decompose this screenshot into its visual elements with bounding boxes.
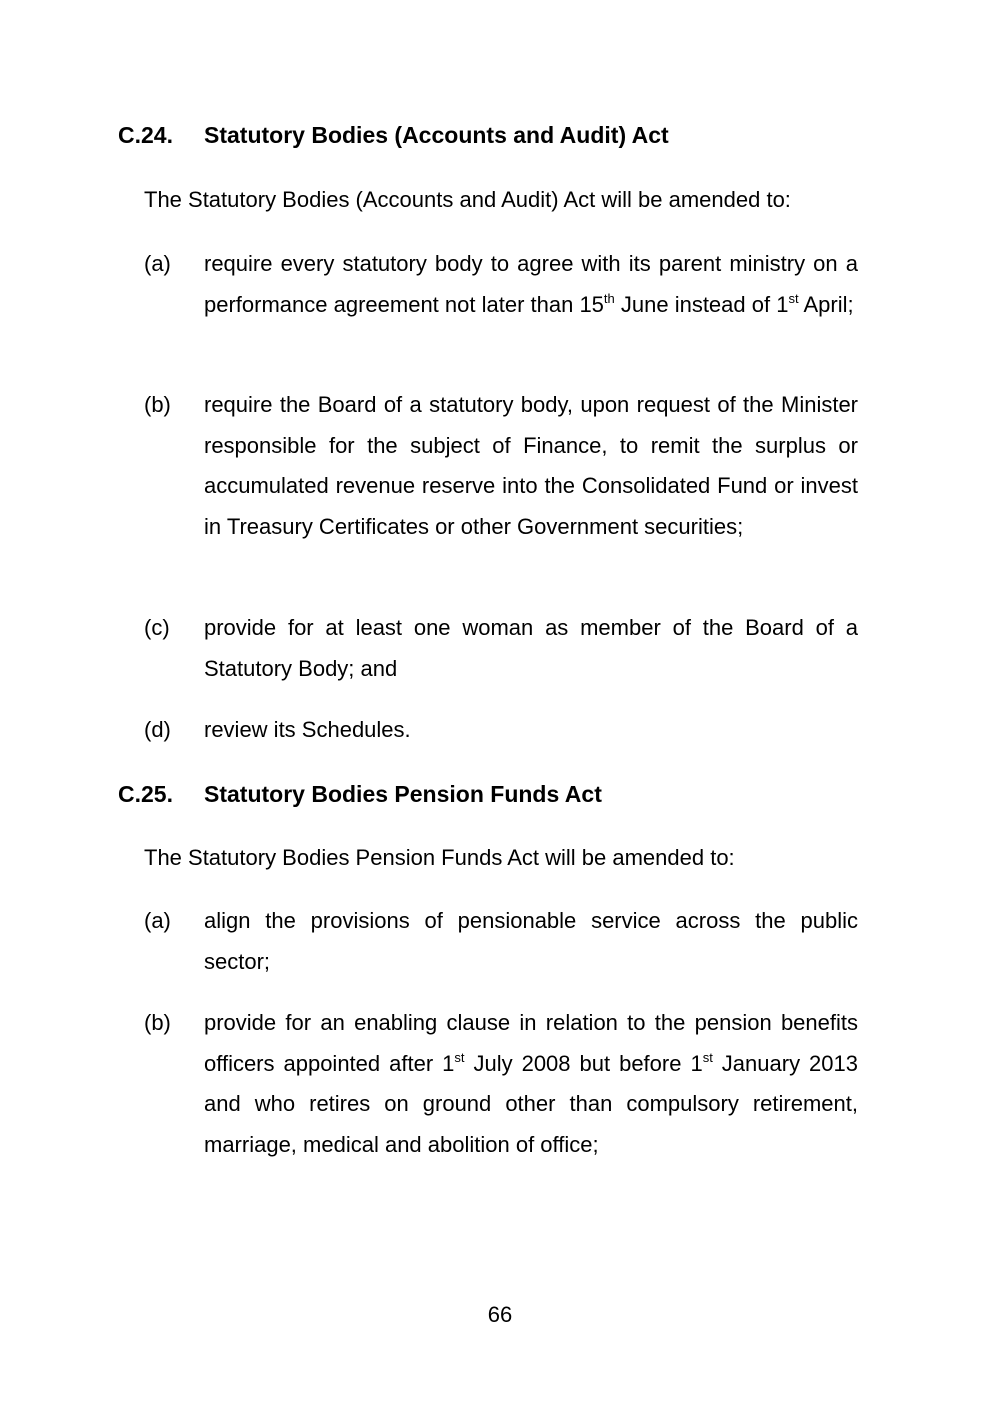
list-item (144, 901, 858, 982)
superscript: st (702, 1049, 713, 1065)
list-item-text: require the Board of a statutory body, upon request of the Minister responsible for the subject of Finance, to remit the surplus or accumulated revenue reserve into the Consolidated Fund or invest in Treasury Certificates or other Government securities; (204, 392, 858, 539)
section-number: C.24. (118, 122, 173, 148)
section-number: C.25. (118, 781, 173, 807)
list-item-text: align the provisions of pensionable service across the public sector; (204, 908, 858, 974)
list-item-text (204, 244, 858, 325)
section-title: Statutory Bodies Pension Funds Act (204, 781, 602, 807)
list-item-text: provide for at least one woman as member of the Board of a Statutory Body; and (204, 615, 858, 681)
list-item-label: (b) (144, 1010, 171, 1035)
text-run: July 2008 but before 1 (464, 1050, 703, 1076)
list-item-label: (d) (144, 717, 171, 742)
section-intro: The Statutory Bodies Pension Funds Act will be amended to: (144, 845, 735, 870)
list-item (144, 1003, 858, 1165)
list-item-text: review its Schedules. (204, 717, 411, 742)
text-run: require every statutory body to agree with its parent ministry on a performance agreement not later than 15 (204, 251, 858, 317)
superscript: st (454, 1049, 465, 1065)
superscript: th (603, 290, 615, 306)
section-title: Statutory Bodies (Accounts and Audit) Act (204, 122, 669, 148)
section-heading-c25 (118, 779, 602, 809)
text-run: April; (798, 291, 854, 317)
list-item-label: (a) (144, 908, 171, 933)
section-intro: The Statutory Bodies (Accounts and Audit) Act will be amended to: (144, 187, 791, 212)
list-item (144, 710, 858, 751)
list-item-label: (a) (144, 251, 171, 276)
page-number: 66 (487, 1302, 513, 1327)
list-item (144, 244, 858, 325)
section-heading-c24 (118, 120, 669, 150)
superscript: st (788, 290, 799, 306)
list-item (144, 608, 858, 689)
list-item-label: (c) (144, 615, 170, 640)
list-item (144, 385, 858, 547)
list-item-text (204, 1003, 858, 1165)
list-item-label: (b) (144, 392, 171, 417)
text-run: June instead of 1 (614, 291, 789, 317)
text-run: January 2013 and who retires on ground other than compulsory retirement, marriage, medical and abolition of office; (204, 1050, 858, 1157)
text-run: provide for an enabling clause in relation to the pension benefits officers appointed after 1 (204, 1010, 858, 1076)
